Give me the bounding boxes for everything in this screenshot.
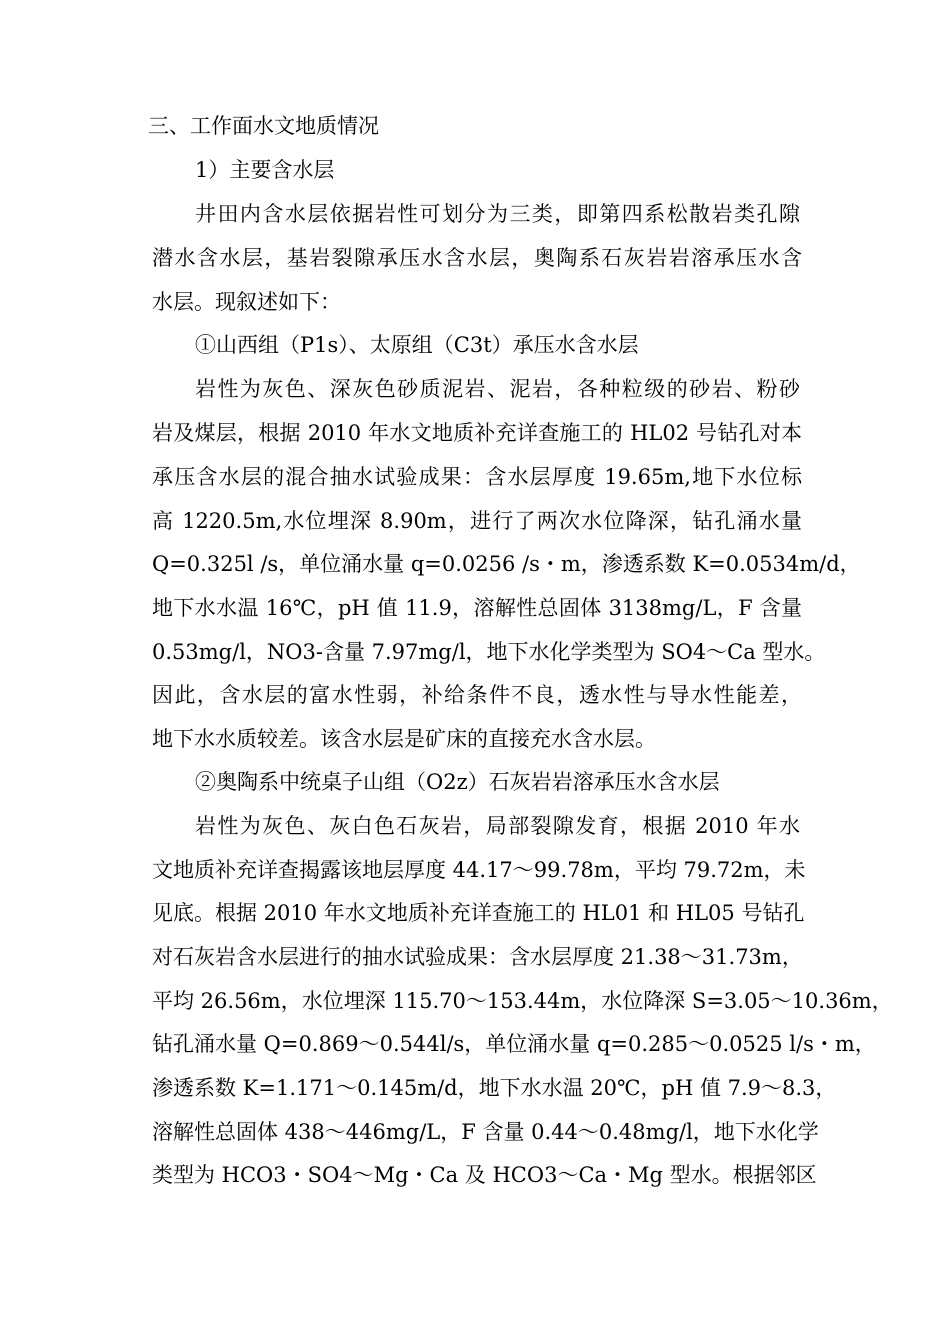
paragraph-line: 井田内含水层依据岩性可划分为三类，即第四系松散岩类孔隙 [195, 202, 800, 226]
paragraph-line: 地下水水质较差。该含水层是矿床的直接充水含水层。 [152, 727, 656, 751]
paragraph-line: 水层。现叙述如下： [152, 290, 341, 314]
paragraph-line: 因此，含水层的富水性弱，补给条件不良，透水性与导水性能差， [152, 683, 802, 707]
paragraph-line: 0.53mg/l，NO3-含量 7.97mg/l，地下水化学类型为 SO4～Ca 型水。 [152, 640, 826, 664]
aquifer-heading: ①山西组（P1s）、太原组（C3t）承压水含水层 [195, 333, 639, 357]
paragraph-line: Q=0.325l /s，单位涌水量 q=0.0256 /s・m，渗透系数 K=0.0534m/d， [152, 552, 861, 576]
section-heading: 三、工作面水文地质情况 [148, 114, 379, 138]
paragraph-line: 潜水含水层，基岩裂隙承压水含水层，奥陶系石灰岩岩溶承压水含 [152, 246, 802, 270]
paragraph-line: 地下水水温 16℃，pH 值 11.9，溶解性总固体 3138mg/L，F 含量 [152, 596, 802, 620]
subsection-heading: 1）主要含水层 [195, 158, 335, 182]
paragraph-line: 类型为 HCO3・SO4～Mg・Ca 及 HCO3～Ca・Mg 型水。根据邻区 [152, 1163, 817, 1187]
paragraph-line: 见底。根据 2010 年水文地质补充详查施工的 HL01 和 HL05 号钻孔 [152, 901, 805, 925]
paragraph-line: 平均 26.56m，水位埋深 115.70～153.44m，水位降深 S=3.05～10.36m， [152, 989, 893, 1013]
paragraph-line: 承压含水层的混合抽水试验成果：含水层厚度 19.65m,地下水位标 [152, 465, 802, 489]
paragraph-line: 高 1220.5m,水位埋深 8.90m，进行了两次水位降深，钻孔涌水量 [152, 509, 802, 533]
paragraph-line: 岩性为灰色、灰白色石灰岩，局部裂隙发育，根据 2010 年水 [195, 814, 800, 838]
paragraph-line: 钻孔涌水量 Q=0.869～0.544l/s，单位涌水量 q=0.285～0.0525 l/s・m， [152, 1032, 876, 1056]
aquifer-heading: ②奥陶系中统桌子山组（O2z）石灰岩岩溶承压水含水层 [195, 770, 720, 794]
paragraph-line: 对石灰岩含水层进行的抽水试验成果：含水层厚度 21.38～31.73m， [152, 945, 803, 969]
paragraph-line: 岩性为灰色、深灰色砂质泥岩、泥岩，各种粒级的砂岩、粉砂 [195, 377, 800, 401]
paragraph-line: 溶解性总固体 438～446mg/L，F 含量 0.44～0.48mg/l，地下水化学 [152, 1120, 819, 1144]
paragraph-line: 渗透系数 K=1.171～0.145m/d，地下水水温 20℃，pH 值 7.9～8.3， [152, 1076, 837, 1100]
paragraph-line: 文地质补充详查揭露该地层厚度 44.17～99.78m，平均 79.72m，未 [152, 858, 806, 882]
paragraph-line: 岩及煤层，根据 2010 年水文地质补充详查施工的 HL02 号钻孔对本 [152, 421, 802, 445]
